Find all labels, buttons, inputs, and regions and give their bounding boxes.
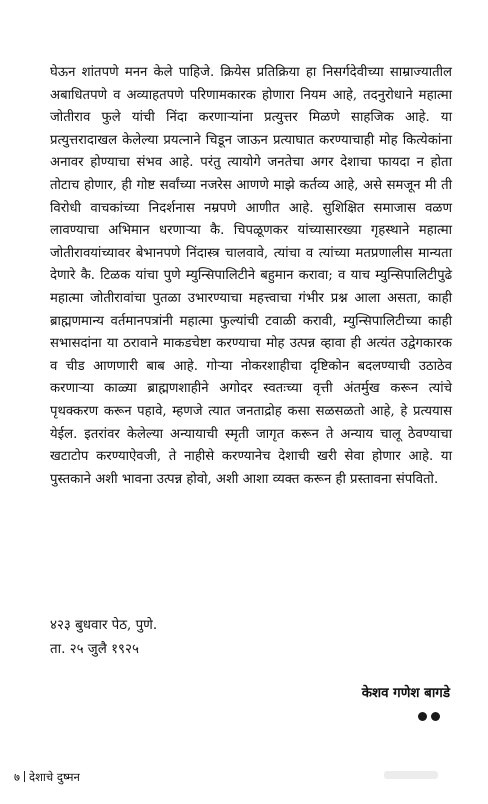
body-paragraph: घेऊन शांतपणे मनन केले पाहिजे. क्रियेस प्रतिक्रिया हा निसर्गदेवीच्या साम्राज्यातील अबाधितपणे व अव्याहतपणे परिणामकारक होणारा नियम आहे, तदनुरोधाने महात्मा जोतीराव फुले यांची निंदा करणाऱ्यांना प्रत्युत्तर मिळणे साहजिक आहे. या प्रत्युत्तरादाखल केलेल्या प्रयत्नाने चिडून जाऊन प्रत्याघात करण्याचाही मोह कित्येकांना अनावर होण्याचा संभव आहे. परंतु त्यायोगे जनतेचा अगर देशाचा फायदा न होता तोटाच होणार, ही गोष्ट सर्वांच्या नजरेस आणणे माझे कर्तव्य आहे, असे समजून मी ती विरोधी वाचकांच्या निदर्शनास नम्रपणे आणीत आहे. सुशिक्षित समाजास वळण लावण्याचा अभिमान धरणाऱ्या कै. चिपळूणकर यांच्यासारख्या गृहस्थाने महात्मा जोतीरावयांच्यावर बेभानपणे निंदास्त्र चालवावे, त्यांचा व त्यांच्या मतप्रणालीस मान्यता देणारे कै. टिळक यांचा पुणे म्युन्सिपालिटीने बहुमान करावा; व याच म्युन्सिपालिटीपुढे महात्मा जोतीरावांचा पुतळा उभारण्याचा महत्त्वाचा गंभीर प्रश्न आला असता, काही ब्राह्मणमान्य वर्तमानपत्रांनी महात्मा फुल्यांची टवाळी करावी, म्युन्सिपालिटीच्या काही सभासदांना या ठरावाने माकडचेष्टा करण्याचा मोह उत्पन्न व्हावा ही अत्यंत उद्वेगकारक व चीड आणणारी बाब आहे. गोऱ्या नोकरशाहीचा दृष्टिकोन बदलण्याची उठाठेव करणाऱ्या काळ्या ब्राह्मणशाहीने अगोदर स्वतःच्या वृत्ती अंतर्मुख करून त्यांचे पृथक्करण करून पहावे, म्हणजे त्यात जनताद्रोह कसा सळसळतो आहे, हे प्रत्ययास येईल. इतरांवर केलेल्या अन्यायाची स्मृती जागृत करून ते अन्याय चालू ठेवण्याचा खटाटोप करण्याऐवजी, ते नाहीसे करण्यानेच देशाची खरी सेवा होणार आहे. या पुस्तकाने अशी भावना उत्पन्न होवो, अशी आशा व्यक्त करून ही प्रस्तावना संपवितो. [50,65,452,487]
dot-icon [418,712,427,721]
dot-icon [431,712,440,721]
author-signature: केशव गणेश बागडे [361,685,450,701]
address-block [50,614,350,662]
page-number: ७ [14,770,20,784]
footer-separator [24,771,25,782]
address-line: ४२३ बुधवार पेठ, पुणे. [50,618,158,633]
faint-bleedthrough-mark [384,771,438,779]
page-footer [14,770,80,785]
date-line: ता. २५ जुलै १९२५ [50,642,139,657]
book-title: देशाचे दुष्मन [28,770,80,784]
ornament-dots-icon [418,712,440,721]
